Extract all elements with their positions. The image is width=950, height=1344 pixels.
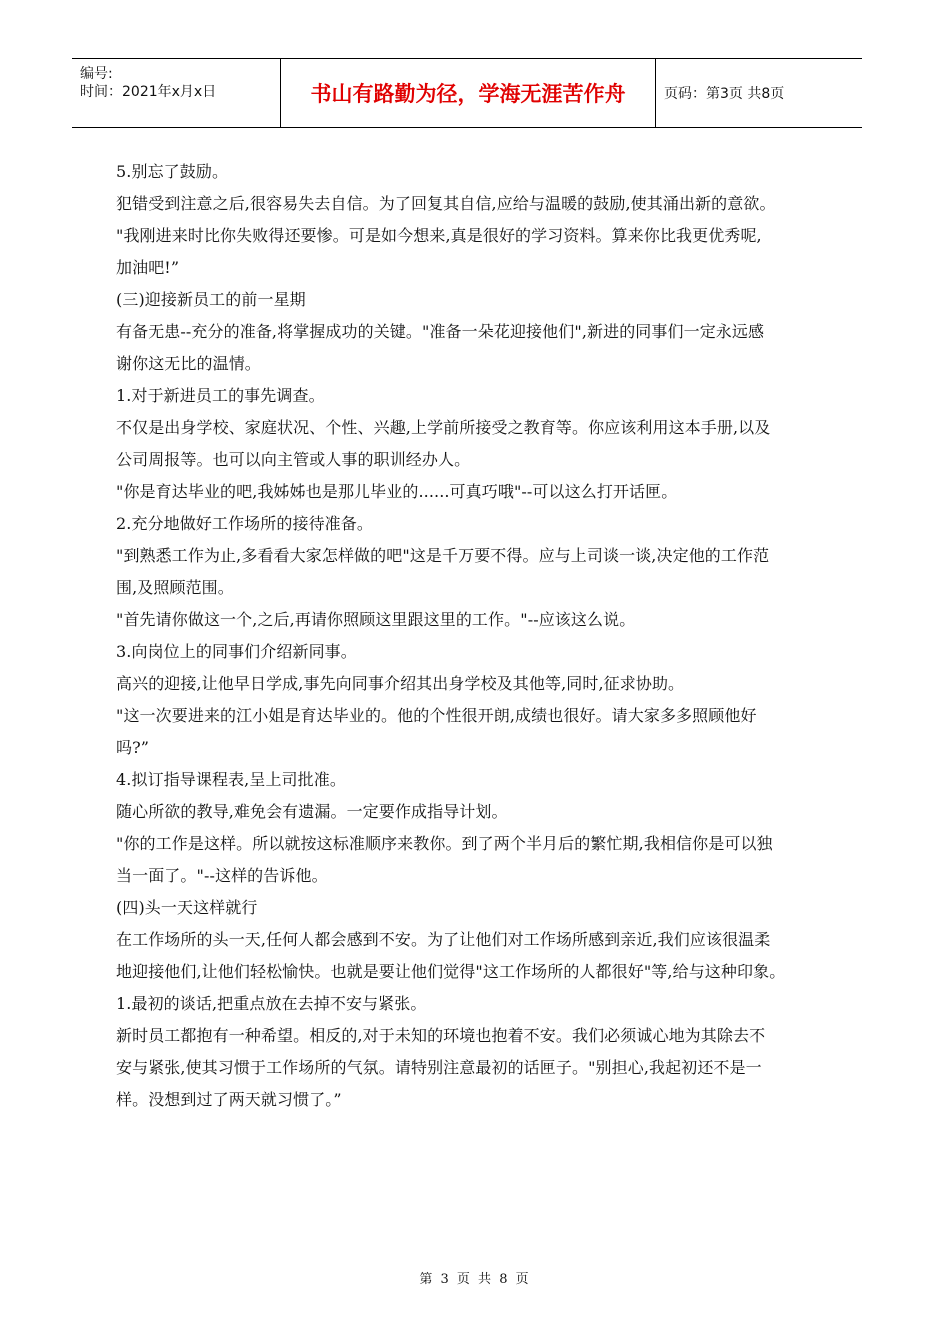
body-line: 1.对于新进员工的事先调查。	[116, 386, 325, 405]
body-line: 1.最初的谈话,把重点放在去掉不安与紧张。	[116, 994, 427, 1013]
body-line: 地迎接他们,让他们轻松愉快。也就是要让他们觉得"这工作场所的人都很好"等,给与这种印象。	[116, 962, 786, 981]
body-line: "你是育达毕业的吧,我姊姊也是那儿毕业的......可真巧哦"--可以这么打开话匣。	[116, 482, 678, 501]
body-line: 高兴的迎接,让他早日学成,事先向同事介绍其出身学校及其他等,同时,征求协助。	[116, 674, 685, 693]
body-line: 吗?”	[116, 738, 150, 757]
body-line: "首先请你做这一个,之后,再请你照顾这里跟这里的工作。"--应该这么说。	[116, 610, 636, 629]
body-line: 5.别忘了鼓励。	[116, 162, 229, 181]
body-line: 当一面了。"--这样的告诉他。	[116, 866, 328, 885]
body-line: 犯错受到注意之后,很容易失去自信。为了回复其自信,应给与温暖的鼓励,使其涌出新的意欲。	[116, 194, 776, 213]
body-line: "这一次要进来的江小姐是育达毕业的。他的个性很开朗,成绩也很好。请大家多多照顾他好	[116, 706, 757, 725]
body-line: "我刚进来时比你失败得还要惨。可是如今想来,真是很好的学习资料。算来你比我更优秀呢,	[116, 226, 762, 245]
body-line: 围,及照顾范围。	[116, 578, 234, 597]
body-line: 谢你这无比的温情。	[116, 354, 261, 373]
document-time-label: 时间：2021年x月x日	[80, 84, 217, 100]
body-line: 不仅是出身学校、家庭状况、个性、兴趣,上学前所接受之教育等。你应该利用这本手册,以及	[116, 418, 771, 437]
body-line: 2.充分地做好工作场所的接待准备。	[116, 514, 373, 533]
body-line: 3.向岗位上的同事们介绍新同事。	[116, 642, 357, 661]
document-number-label: 编号:	[80, 66, 113, 82]
page-footer: 第 3 页 共 8 页	[419, 1272, 531, 1287]
body-line: 公司周报等。也可以向主管或人事的职训经办人。	[116, 450, 471, 469]
body-line: 在工作场所的头一天,任何人都会感到不安。为了让他们对工作场所感到亲近,我们应该很温柔	[116, 930, 771, 949]
document-body	[116, 156, 836, 1116]
header-table	[72, 58, 862, 128]
header-left-cell	[72, 59, 281, 127]
body-line: 安与紧张,使其习惯于工作场所的气氛。请特别注意最初的话匣子。"别担心,我起初还不是一	[116, 1058, 762, 1077]
body-line: 新时员工都抱有一种希望。相反的,对于未知的环境也抱着不安。我们必须诚心地为其除去不	[116, 1026, 766, 1045]
body-line: 有备无患--充分的准备,将掌握成功的关键。"准备一朵花迎接他们",新进的同事们一定永远感	[116, 322, 765, 341]
body-line: 4.拟订指导课程表,呈上司批准。	[116, 770, 346, 789]
body-line: (四)头一天这样就行	[116, 898, 258, 917]
body-line: (三)迎接新员工的前一星期	[116, 290, 306, 309]
body-line: 加油吧!”	[116, 258, 180, 277]
body-line: 样。没想到过了两天就习惯了。”	[116, 1090, 342, 1109]
body-line: "到熟悉工作为止,多看看大家怎样做的吧"这是千万要不得。应与上司谈一谈,决定他的工作范	[116, 546, 770, 565]
header-motto: 书山有路勤为径，学海无涯苦作舟	[281, 59, 656, 127]
body-line: 随心所欲的教导,难免会有遗漏。一定要作成指导计划。	[116, 802, 508, 821]
body-line: "你的工作是这样。所以就按这标准顺序来教你。到了两个半月后的繁忙期,我相信你是可以独	[116, 834, 773, 853]
header-page-info: 页码：第3页 共8页	[664, 86, 785, 102]
